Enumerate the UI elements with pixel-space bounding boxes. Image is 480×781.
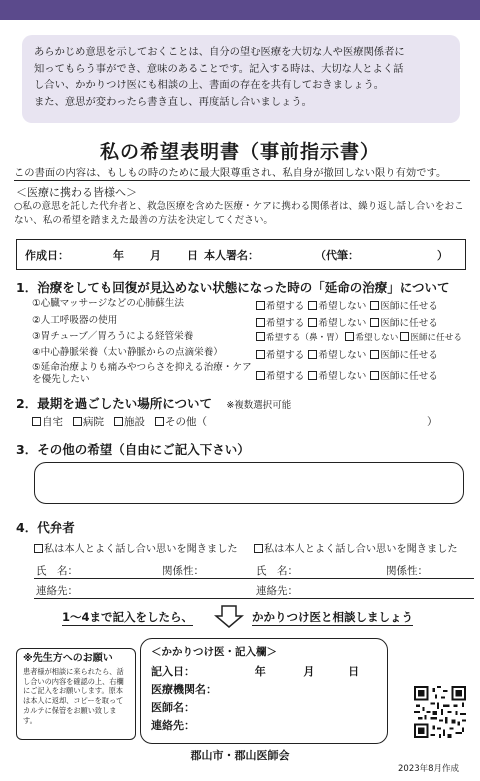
section2-heading [16,394,291,412]
facility-line[interactable]: 医療機関名： [151,683,217,696]
proxy-name-line[interactable] [34,559,254,579]
section3-heading: 3．その他の希望（自由にご記入下さい） [16,442,250,457]
option-checkbox[interactable]: 医師に任せる [370,368,438,385]
contact-label: 連絡先： [256,585,298,597]
option-checkbox[interactable]: 希望しない [308,315,366,329]
treatment-label: ⑤延命治療よりも痛みやつらさを抑える治療・ケアを優先したい [32,362,252,385]
day-label: 日 [187,248,198,262]
treatment-row [32,347,472,361]
option-checkbox[interactable]: 希望する [256,298,304,312]
relation-label: 関係性： [162,565,204,577]
option-checkbox[interactable]: 希望しない [308,347,366,361]
other-wishes-field[interactable] [34,462,464,504]
multi-select-note: ※複数選択可能 [226,400,292,411]
intro-line: 知ってもらう事ができ、意味のあることです。記入する時は、大切な人とよく話 [34,62,404,75]
qr-code-icon[interactable] [414,686,466,738]
option-checkbox[interactable]: 医師に任せる [370,315,438,329]
place-options [32,414,472,429]
option-checkbox[interactable]: 医師に任せる [400,331,462,343]
month-label: 月 [303,665,315,678]
doctor-box-heading: ＜かかりつけ医・記入欄＞ [151,646,277,658]
proxy-column-right [254,540,474,599]
place-checkbox-home[interactable]: 自宅 [32,414,63,429]
doctor-entry-box [140,638,388,744]
entry-date-line[interactable] [151,663,377,681]
treatment-label: ①心臓マッサージなどの心肺蘇生法 [32,298,184,309]
treatment-row [32,331,472,343]
proxy-writer-label: （代筆： [315,248,359,262]
signature-label: 本人署名： [204,248,259,262]
to-staff-heading: ＜医療に携わる皆様へ＞ [16,186,137,199]
footer-organization: 郡山市・郡山医師会 [190,749,290,762]
note-text: 患者様が相談に来られたら、話し合いの内容を確認の上、右欄にご記入をお願いします。原本は本人に返却、コピーを取ってカルテに保管をお願い致します。 [23,666,124,725]
year-label: 年 [254,665,266,678]
down-arrow-icon [214,605,244,629]
note-heading: ※先生方へのお願い [23,653,113,664]
option-checkbox[interactable]: 希望しない [308,298,366,312]
instruction-left: 1～4まで記入をしたら、 [62,610,194,624]
option-checkbox[interactable]: 希望しない [345,331,398,343]
intro-line: し合い、かかりつけ医にも相談の上、書面の存在を共有しておきましょう。 [34,79,385,91]
treatment-row [32,362,472,385]
year-label: 年 [113,248,124,262]
relation-label: 関係性： [386,565,428,577]
option-checkbox[interactable]: 希望する [256,347,304,361]
place-checkbox-hospital[interactable]: 病院 [73,414,104,429]
note-to-doctors [16,648,136,740]
section2-title: 2．最期を過ごしたい場所について [16,396,212,411]
treatment-label: ③胃チューブ／胃ろうによる経管栄養 [32,331,194,342]
paren-close: ） [437,248,448,262]
treatment-row [32,315,472,329]
contact-label: 連絡先： [36,585,78,597]
place-checkbox-facility[interactable]: 施設 [114,414,145,429]
treatment-label: ②人工呼吸器の使用 [32,315,118,326]
option-checkbox[interactable]: 希望しない [308,368,366,385]
instruction-right: かかりつけ医と相談しましょう [252,610,413,624]
day-label: 日 [348,665,360,678]
doctor-name-line[interactable]: 医師名： [151,701,195,714]
created-label: 作成日： [25,248,69,262]
validity-statement: この書面の内容は、もしもの時のために最大限尊重され、私自身が撤回しない限り有効です。 [14,164,470,181]
proxy-contact-line[interactable] [254,579,474,599]
intro-line: あらかじめ意思を示しておくことは、自分の望む医療を大切な人や医療関係者に [34,46,405,58]
treatment-label: ④中心静脈栄養（太い静脈からの点滴栄養） [32,347,223,358]
treatment-row [32,298,472,312]
intro-line: また、意思が変わったら書き直し、再度話し合いましょう。 [34,95,312,108]
name-label: 氏 名： [256,565,298,577]
section4-heading: 4．代弁者 [16,520,75,535]
option-checkbox[interactable]: 医師に任せる [370,298,438,312]
month-label: 月 [150,248,161,262]
top-color-bar [0,0,480,20]
proxy-column-left [34,540,254,599]
proxy-confirm-checkbox[interactable]: 私は本人とよく話し合い思いを聞きました [254,540,474,555]
proxy-contact-line[interactable] [34,579,254,599]
doctor-contact-line[interactable]: 連絡先： [151,719,195,732]
intro-box [22,35,460,123]
place-checkbox-other[interactable]: その他（ [155,414,207,429]
date-signature-box[interactable] [16,239,466,270]
proxy-name-line[interactable] [254,559,474,579]
option-checkbox[interactable]: 希望する [256,368,304,385]
option-checkbox[interactable]: 希望する（鼻・胃） [256,331,343,343]
entry-date-label: 記入日： [151,665,195,678]
footer-date: 2023年8月作成 [398,764,460,774]
proxy-confirm-checkbox[interactable]: 私は本人とよく話し合い思いを聞きました [34,540,254,555]
option-checkbox[interactable]: 医師に任せる [370,347,438,361]
staff-instruction: ○私の意思を託した代弁者と、救急医療を含めた医療・ケアに携わる関係者は、繰り返し話し合いをおこない、私の希望を踏まえた最善の方法を決定してください。 [14,201,464,226]
paren-close: ） [427,416,438,428]
section1-heading: 1．治療をしても回復が見込めない状態になった時の「延命の治療」について [16,280,450,295]
name-label: 氏 名： [36,565,78,577]
document-title: 私の希望表明書（事前指示書） [99,141,380,163]
option-checkbox[interactable]: 希望する [256,315,304,329]
